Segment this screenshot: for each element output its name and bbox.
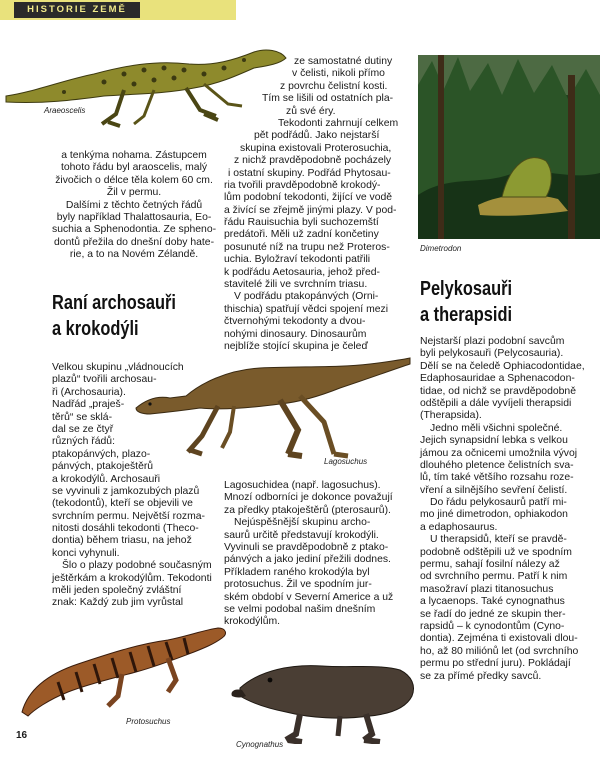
text-line: masožraví plazi titanosuchus bbox=[420, 583, 554, 595]
text-line: odštěpili a dále vyvíjeli therapsidi bbox=[420, 397, 572, 409]
text-line: podobně odštěpili už ve spodním bbox=[420, 546, 572, 558]
text-line: se řadí do jedné ze skupin ther- bbox=[420, 608, 566, 620]
text-line: Příkladem raného krokodýla byl bbox=[224, 566, 370, 578]
text-line: lů, tím také většího rozsahu roze- bbox=[420, 472, 574, 484]
text-line: čtvernohými tekodonty a dvou- bbox=[224, 316, 366, 328]
text-line: se vyvinuli z jamkozubých plazů bbox=[52, 485, 200, 497]
text-line: Velkou skupinu „vládnoucích bbox=[52, 362, 184, 373]
text-line: a edaphosaurus. bbox=[420, 521, 498, 533]
caption-dimetrodon: Dimetrodon bbox=[420, 244, 462, 253]
text-line: pánvých a jako jediní přežili dodnes. bbox=[224, 554, 391, 566]
text-line: Dalšími z těchto četných řádů bbox=[65, 199, 203, 211]
text-line: protosuchus. Žil ve spodním jur- bbox=[224, 579, 372, 591]
text-line: thischia) spatřují vědci spojení mezi bbox=[224, 303, 389, 315]
text-line: Nejúspěšnější skupinu archo- bbox=[234, 517, 371, 529]
text-line: dontia). Zejména ti existovali dlou- bbox=[420, 633, 578, 645]
text-line: Do řádu pelykosaurů patří mi- bbox=[430, 497, 567, 509]
text-line: nitosti dosáhli tekodonti (Theco- bbox=[52, 523, 199, 535]
text-line: Jedno měli všichni společné. bbox=[430, 422, 563, 434]
text-line: Nejstarší plazi podobní savcům bbox=[420, 336, 565, 347]
text-line: Jejich synapsidní lebka s velkou bbox=[420, 435, 568, 447]
text-line: rie, a to na Novém Zélandě. bbox=[69, 249, 199, 261]
text-line: a tenkýma nohama. Zástupcem bbox=[61, 150, 207, 161]
text-line: v čelisti, nikoli přímo bbox=[292, 68, 385, 80]
caption-protosuchus: Protosuchus bbox=[126, 717, 171, 726]
text-line: dlouhého pletence čelistních sva- bbox=[420, 459, 574, 471]
text-line: tidae, od nichž se pravděpodobně bbox=[420, 385, 576, 397]
text-line: rapsidů – k cynodontům (Cyno- bbox=[420, 620, 565, 632]
dimetrodon-scene bbox=[418, 55, 600, 239]
text-line: řádu Rauisuchia byli suchozemští bbox=[224, 217, 379, 229]
section-title: HISTORIE ZEMĚ bbox=[14, 2, 140, 18]
text-line: stavitelé žili ve svrchním triasu. bbox=[224, 279, 368, 291]
text-line: i ostatní skupiny. Podřád Phytosau- bbox=[228, 167, 391, 179]
column3-text bbox=[420, 336, 585, 683]
text-line: nejblíže stojící skupina je čeleď bbox=[224, 340, 368, 352]
column2-top-text bbox=[224, 56, 398, 353]
column1-top-text bbox=[52, 150, 216, 262]
text-line: saurů určitě představují krokodýli. bbox=[224, 529, 379, 541]
text-line: dal se ze čtyř bbox=[52, 423, 114, 435]
text-line: měli jeden společný zvláštní bbox=[52, 585, 182, 597]
text-line: V podřádu ptakopánvých (Orni- bbox=[234, 291, 379, 303]
text-line: dontů přežila do dnešní doby hate- bbox=[54, 236, 215, 248]
text-line: Mnozí odborníci je dokonce považují bbox=[224, 492, 393, 504]
protosuchus-illustration bbox=[18, 620, 230, 720]
text-line: ském období v Severní Americe a už bbox=[224, 591, 394, 603]
text-line: jámou za očnicemi umožnila vývoj bbox=[420, 447, 578, 459]
text-line: znak: Každý zub jim vyrůstal bbox=[52, 597, 184, 609]
text-line: permu po střední juru). Pokládají bbox=[420, 658, 571, 670]
text-line: posunuté níž na trupu než Proteros- bbox=[224, 241, 390, 253]
text-line: lům podobní tekodonti, žijící ve vodě bbox=[224, 192, 393, 204]
text-line: Vyvinuli se pravděpodobně z ptako- bbox=[224, 541, 389, 553]
text-line: a krokodýlů. Archosauři bbox=[52, 473, 161, 485]
text-line: skupina existovali Proterosuchia, bbox=[240, 142, 392, 154]
text-line: konci vyhynuli. bbox=[52, 547, 120, 559]
text-line: Šlo o plazy podobné současným bbox=[62, 560, 212, 572]
text-line: uchia. Byložraví tekodonti patřili bbox=[224, 254, 371, 266]
text-line: Lagosuchidea (např. lagosuchus). bbox=[224, 480, 381, 491]
text-line: ptakopánvých, plazo- bbox=[52, 448, 151, 460]
text-line: Tekodonti zahrnují celkem bbox=[278, 117, 399, 129]
text-line: vření a silnějšího sevření čelistí. bbox=[420, 484, 568, 496]
heading-pelycosaurs: Pelykosauři a therapsidi bbox=[420, 278, 513, 326]
text-line: mo jiné dimetrodon, ophiakodon bbox=[420, 509, 568, 521]
text-line: byli pelykosauři (Pelycosauria). bbox=[420, 348, 564, 360]
text-line: dontia) během triasu, na jehož bbox=[52, 535, 192, 547]
text-line: Nadřád „praješ- bbox=[52, 399, 125, 411]
text-line: a lycaenops. Také cynognathus bbox=[420, 596, 565, 608]
dimetrodon-photo bbox=[418, 55, 600, 239]
caption-lagosuchus: Lagosuchus bbox=[324, 457, 368, 466]
text-line: různých řádů: bbox=[52, 436, 115, 448]
text-line: byly například Thalattosauria, Eo- bbox=[56, 211, 212, 223]
text-line: Žil v permu. bbox=[106, 187, 162, 199]
caption-araeoscelis: Araeoscelis bbox=[44, 106, 86, 115]
text-line: Dělí se na čeledě Ophiacodontidae, bbox=[420, 360, 585, 372]
text-line: pánvých, ptakoještěrů bbox=[52, 461, 154, 473]
text-line: plazů“ tvořili archosau- bbox=[52, 374, 157, 386]
text-line: a živící se zřejmě jinými plazy. V pod- bbox=[224, 204, 397, 216]
text-line: (Therapsida). bbox=[420, 410, 482, 422]
text-line: predátoři. Měli už zadní končetiny bbox=[224, 229, 379, 241]
text-line: za předky ptakoještěrů (pterosaurů). bbox=[224, 504, 391, 516]
caption-cynognathus: Cynognathus bbox=[236, 740, 284, 749]
text-line: ria tvořili pravděpodobně krokodý- bbox=[224, 179, 381, 191]
text-line: permu, sahají fosilní nálezy až bbox=[420, 559, 560, 571]
text-line: k podřádu Aetosauria, jehož před- bbox=[224, 266, 380, 278]
text-line: tohoto řádu byl araoscelis, malý bbox=[60, 162, 208, 174]
text-line: z nichž pravděpodobně pocházely bbox=[234, 155, 392, 167]
page-number: 16 bbox=[16, 730, 28, 741]
text-line: (tekodontů), kteří se objevili ve bbox=[52, 498, 193, 510]
text-line: krokodýlům. bbox=[224, 616, 281, 628]
text-line: těrů“ se sklá- bbox=[52, 411, 113, 423]
text-line: suchia a Sphenodontia. Ze spheno- bbox=[52, 224, 217, 236]
lagosuchus-illustration bbox=[130, 356, 412, 460]
text-line: ještěrkám a krokodýlům. Tekodonti bbox=[52, 572, 212, 584]
text-line: Tím se lišili od ostatních pla- bbox=[262, 93, 394, 105]
text-line: od svrchního permu. Patří k nim bbox=[420, 571, 568, 583]
text-line: se za přímé předky savců. bbox=[420, 670, 542, 682]
text-line: nohými dinosaury. Dinosaurům bbox=[224, 328, 367, 340]
text-line: ři (Archosauria). bbox=[52, 386, 126, 398]
heading-early-archosaurs: Raní archosauři a krokodýli bbox=[52, 292, 176, 340]
text-line: z povrchu čelistní kosti. bbox=[280, 80, 388, 92]
text-line: živočich o délce těla kolem 60 cm. bbox=[55, 174, 213, 186]
text-line: svrchním permu. Největší rozma- bbox=[52, 510, 206, 522]
text-line: pět podřádů. Jako nejstarší bbox=[254, 130, 380, 142]
column2-bottom-text bbox=[224, 480, 393, 629]
text-line: se velmi podobal našim dnešním bbox=[224, 603, 376, 615]
text-line: zů své éry. bbox=[286, 105, 336, 117]
text-line: Edaphosauridae a Sphenacodon- bbox=[420, 373, 575, 385]
text-line: ho, až 80 miliónů let (od svrchního bbox=[420, 645, 579, 657]
cynognathus-illustration bbox=[230, 640, 420, 744]
text-line: U therapsidů, kteří se pravdě- bbox=[430, 534, 567, 546]
text-line: ze samostatné dutiny bbox=[294, 56, 393, 67]
